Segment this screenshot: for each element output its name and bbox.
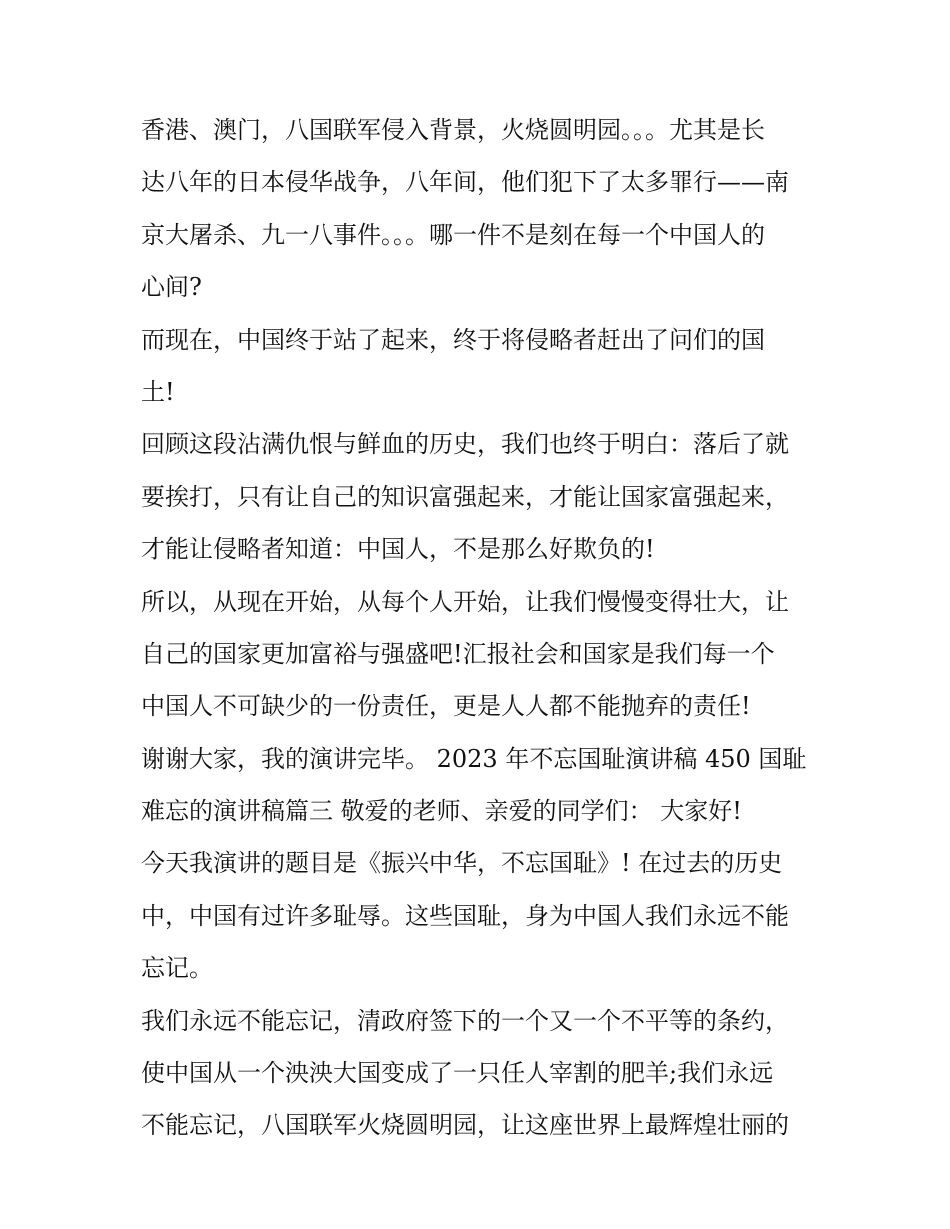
text-line: 不能忘记，八国联军火烧圆明园，让这座世界上最辉煌壮丽的 <box>141 1111 789 1140</box>
speech-text-body <box>141 104 821 1152</box>
text-line: 所以，从现在开始，从每个人开始，让我们慢慢变得壮大，让 <box>141 587 789 616</box>
text-line: 谢谢大家，我的演讲完毕。 2023 年不忘国耻演讲稿 450 国耻 <box>141 744 807 773</box>
text-line: 而现在，中国终于站了起来，终于将侵略者赶出了问们的国 <box>141 325 765 354</box>
text-line: 忘记。 <box>141 954 213 983</box>
text-line: 回顾这段沾满仇恨与鲜血的历史，我们也终于明白：落后了就 <box>141 430 789 459</box>
text-line: 香港、澳门，八国联军侵入背景，火烧圆明园。。。尤其是长 <box>141 116 765 144</box>
text-line: 中国人不可缺少的一份责任，更是人人都不能抛弃的责任! <box>141 692 751 721</box>
text-line: 中，中国有过许多耻辱。这些国耻，身为中国人我们永远不能 <box>141 901 789 930</box>
text-line: 使中国从一个泱泱大国变成了一只任人宰割的肥羊;我们永远 <box>141 1059 774 1088</box>
text-line: 今天我演讲的题目是《振兴中华，不忘国耻》! 在过去的历史 <box>141 849 783 878</box>
text-line: 土! <box>141 377 175 406</box>
text-line: 心间? <box>141 273 202 302</box>
text-line: 我们永远不能忘记，清政府签下的一个又一个不平等的条约， <box>141 1006 789 1035</box>
text-line: 难忘的演讲稿篇三 敬爱的老师、亲爱的同学们： 大家好! <box>141 797 742 826</box>
text-line: 才能让侵略者知道：中国人，不是那么好欺负的! <box>141 535 655 564</box>
text-line: 要挨打，只有让自己的知识富强起来，才能让国家富强起来， <box>141 482 789 511</box>
text-line: 达八年的日本侵华战争，八年间，他们犯下了太多罪行——南 <box>141 168 789 197</box>
text-line: 京大屠杀、九一八事件。。。哪一件不是刻在每一个中国人的 <box>141 220 765 249</box>
text-line: 自己的国家更加富裕与强盛吧!汇报社会和国家是我们每一个 <box>141 639 775 668</box>
